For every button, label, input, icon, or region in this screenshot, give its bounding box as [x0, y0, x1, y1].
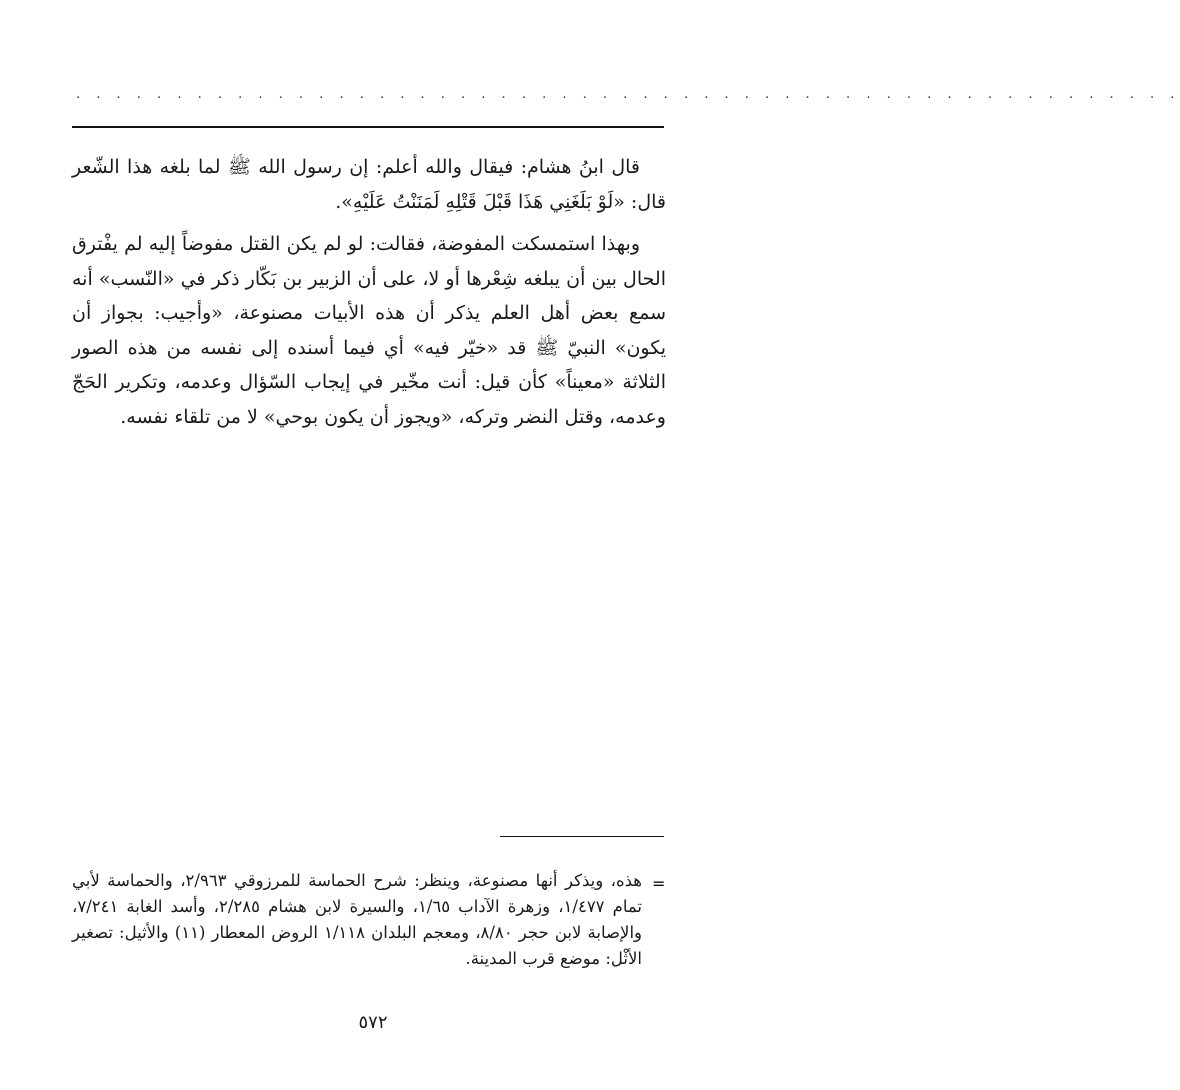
footnote-separator: [500, 836, 664, 837]
footnote-text: هذه، ويذكر أنها مصنوعة، وينظر: شرح الحماسة للمرزوقي ٢/٩٦٣، والحماسة لأبي تمام ١/٤٧٧، وزهرة الآداب ١/٦٥، والسيرة لابن هشام ٢/٢٨٥، وأسد الغابة ٧/٢٤١، والإصابة لابن حجر ٨/٨٠، ومعجم البلدان ١/١١٨ الروض المعطار (١١) والأثيل: تصغير الأثْل: موضع قرب المدينة.: [72, 871, 643, 968]
footnote-continuation-marker: =: [652, 874, 666, 893]
header-dotted-line: . . . . . . . . . . . . . . . . . . . . . . . . . . . . . . . . . . . . . . . . . . . . . . . . . . . . . . .: [76, 87, 1180, 102]
paragraph-mufawwida: وبهذا استمسكت المفوضة، فقالت: لو لم يكن القتل مفوضاً إليه لم يفْترق الحال بين أن يبلغه شِعْرها أو لا، على أن الزبير بن بَكّار ذكر في «النّسب» أنه سمع بعض أهل العلم يذكر أن هذه الأبيات مصنوعة، «وأجيب: بجواز أن يكون» النبيّ ﷺ قد «خيّر فيه» أي فيما أسنده إلى نفسه من هذه الصور الثلاثة «معيناً» كأن قيل: أنت مخّير في إيجاب السّؤال وعدمه، وتكرير الحَجّ وعدمه، وقتل النضر وتركه، «ويجوز أن يكون بوحي» لا من تلقاء نفسه.: [72, 233, 666, 428]
header-rule: [72, 126, 664, 128]
main-text: [72, 150, 666, 434]
page-number: ٥٧٢: [358, 1012, 388, 1033]
paragraph-ibn-hisham: قال ابنُ هشام: فيقال والله أعلم: إن رسول الله ﷺ لما بلغه هذا الشّعر قال: «لَوْ بَلَغَنِي هَذَا قَبْلَ قَتْلِهِ لَمَنَنْتُ عَلَيْهِ».: [72, 156, 666, 213]
